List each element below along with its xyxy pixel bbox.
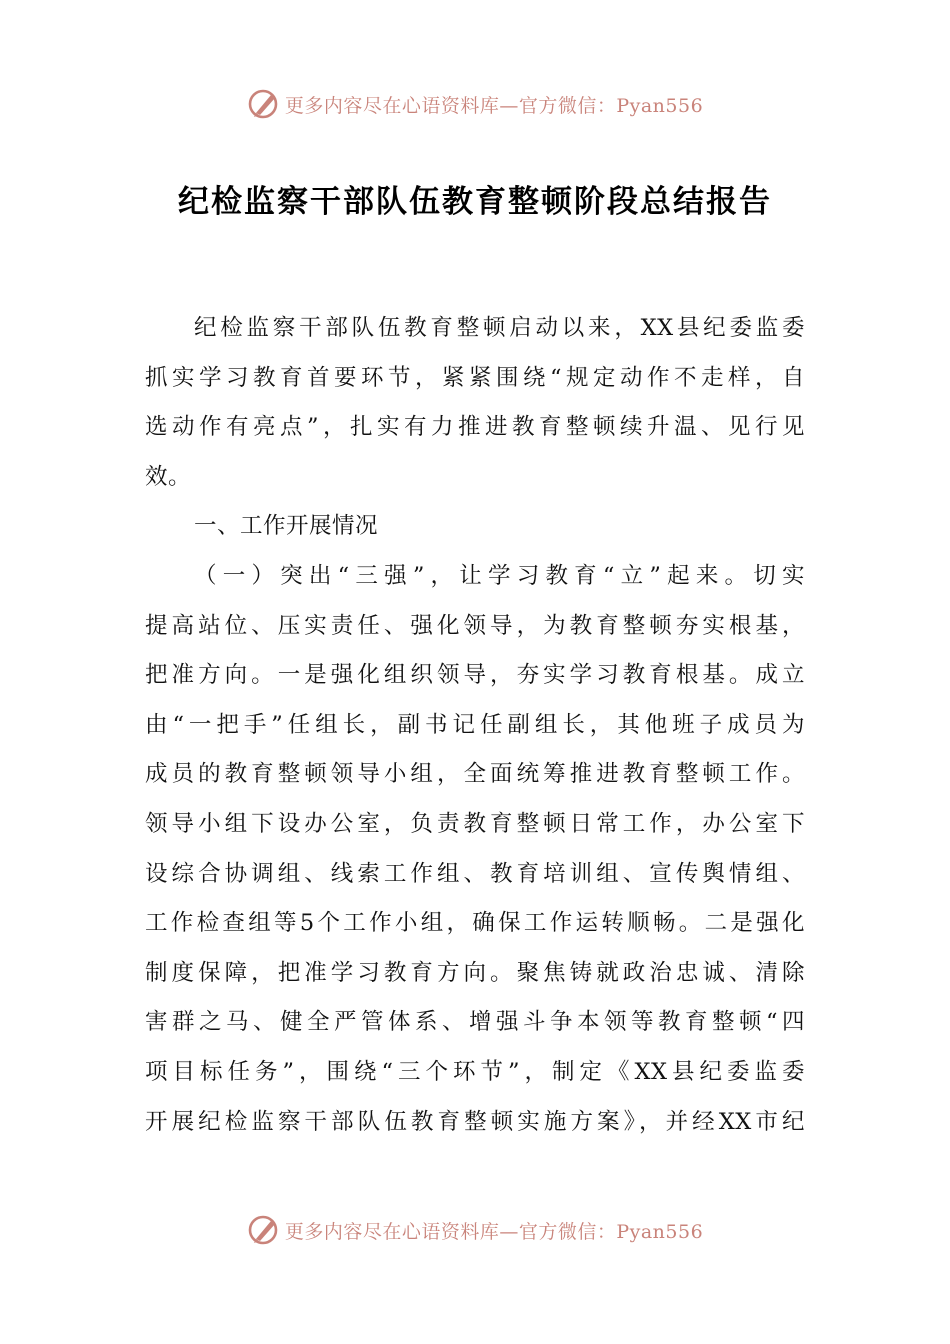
paragraph-line: 把准方向。一是强化组织领导，夯实学习教育根基。成立 [145,662,805,689]
pen-circle-logo-icon [247,87,281,121]
paragraph-line: （一）突出“三强”，让学习教育“立”起来。切实 [194,562,805,589]
section-heading: 一、工作开展情况 [194,513,379,540]
pen-circle-logo-icon [247,1213,281,1247]
paragraph-line: 工作检查组等5个工作小组，确保工作运转顺畅。二是强化 [145,910,805,937]
paragraph-line: 效。 [145,463,192,490]
document-title: 纪检监察干部队伍教育整顿阶段总结报告 [178,184,772,220]
paragraph-line: 害群之马、健全严管体系、增强斗争本领等教育整顿“四 [145,1009,805,1036]
paragraph-line: 提高站位、压实责任、强化领导，为教育整顿夯实根基， [145,612,805,639]
paragraph-line: 由“一把手”任组长，副书记任副组长，其他班子成员为 [145,711,805,738]
paragraph-line: 设综合协调组、线索工作组、教育培训组、宣传舆情组、 [145,860,805,887]
paragraph-line: 纪检监察干部队伍教育整顿启动以来，XX县纪委监委 [194,315,805,341]
paragraph-line: 抓实学习教育首要环节，紧紧围绕“规定动作不走样，自 [145,364,805,391]
paragraph-line: 制度保障，把准学习教育方向。聚焦铸就政治忠诚、清除 [145,959,805,986]
watermark-banner-bottom [0,1210,950,1250]
paragraph-line: 领导小组下设办公室，负责教育整顿日常工作，办公室下 [145,810,805,837]
document-body [145,304,805,1147]
paragraph-line: 选动作有亮点”，扎实有力推进教育整顿续升温、见行见 [145,414,805,441]
paragraph-line: 成员的教育整顿领导小组，全面统筹推进教育整顿工作。 [145,761,805,788]
paragraph-line: 项目标任务”，围绕“三个环节”，制定《XX县纪委监委 [145,1058,805,1085]
watermark-text: 更多内容尽在心语资料库—官方微信：Pyan556 [284,94,704,117]
watermark-banner-top [0,84,950,124]
watermark-text: 更多内容尽在心语资料库—官方微信：Pyan556 [284,1220,704,1243]
paragraph-line: 开展纪检监察干部队伍教育整顿实施方案》，并经XX市纪 [145,1108,805,1135]
